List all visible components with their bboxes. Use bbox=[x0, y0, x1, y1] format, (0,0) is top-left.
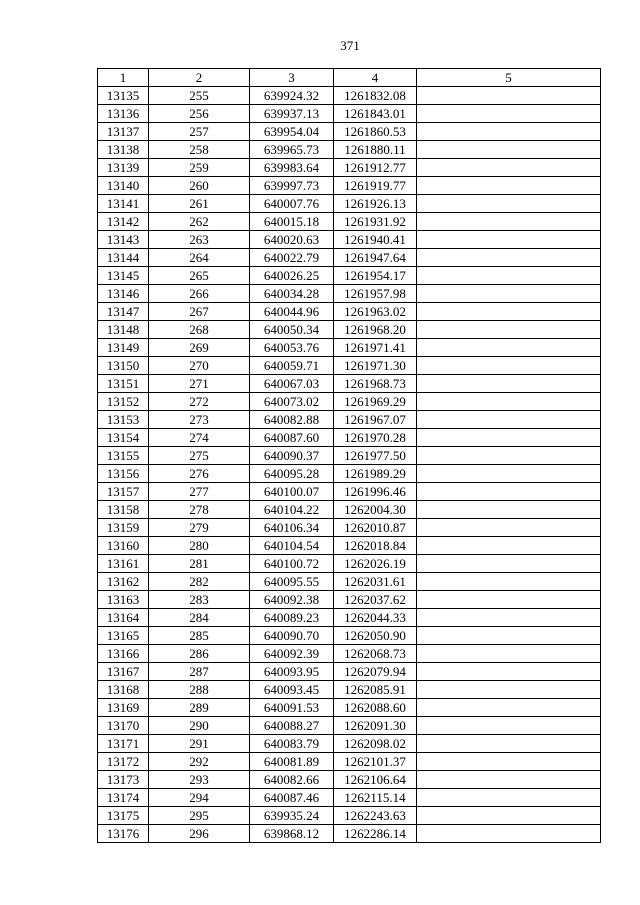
table-cell bbox=[417, 177, 601, 195]
table-cell: 290 bbox=[149, 717, 250, 735]
table-cell bbox=[417, 303, 601, 321]
table-cell: 1262088.60 bbox=[334, 699, 417, 717]
table-cell: 1261969.29 bbox=[334, 393, 417, 411]
table-cell: 1262085.91 bbox=[334, 681, 417, 699]
table-cell: 1261971.41 bbox=[334, 339, 417, 357]
table-cell: 287 bbox=[149, 663, 250, 681]
table-cell bbox=[417, 123, 601, 141]
table-cell: 639937.13 bbox=[250, 105, 334, 123]
table-row bbox=[98, 645, 601, 663]
table-cell: 269 bbox=[149, 339, 250, 357]
table-row bbox=[98, 501, 601, 519]
table-cell: 13144 bbox=[98, 249, 149, 267]
table-cell: 13139 bbox=[98, 159, 149, 177]
table-cell: 640087.46 bbox=[250, 789, 334, 807]
table-cell bbox=[417, 267, 601, 285]
table-row bbox=[98, 393, 601, 411]
table-cell: 640091.53 bbox=[250, 699, 334, 717]
table-row bbox=[98, 213, 601, 231]
table-cell: 640082.88 bbox=[250, 411, 334, 429]
table-cell: 1261957.98 bbox=[334, 285, 417, 303]
column-header: 3 bbox=[250, 69, 334, 87]
table-cell: 277 bbox=[149, 483, 250, 501]
table-row bbox=[98, 807, 601, 825]
table-cell: 640082.66 bbox=[250, 771, 334, 789]
table-cell bbox=[417, 195, 601, 213]
table-row bbox=[98, 267, 601, 285]
table-cell: 640059.71 bbox=[250, 357, 334, 375]
table-row bbox=[98, 789, 601, 807]
table-cell: 13150 bbox=[98, 357, 149, 375]
table-cell: 640104.22 bbox=[250, 501, 334, 519]
table-cell bbox=[417, 141, 601, 159]
table-cell: 13136 bbox=[98, 105, 149, 123]
table-cell: 640090.37 bbox=[250, 447, 334, 465]
table-cell: 640089.23 bbox=[250, 609, 334, 627]
table-row bbox=[98, 573, 601, 591]
table-cell bbox=[417, 411, 601, 429]
table-cell: 640087.60 bbox=[250, 429, 334, 447]
table-body bbox=[98, 87, 601, 843]
table-cell: 1261967.07 bbox=[334, 411, 417, 429]
table-cell bbox=[417, 375, 601, 393]
table-cell: 257 bbox=[149, 123, 250, 141]
table-cell: 289 bbox=[149, 699, 250, 717]
table-cell: 13153 bbox=[98, 411, 149, 429]
table-cell: 1262091.30 bbox=[334, 717, 417, 735]
table-row bbox=[98, 663, 601, 681]
table-row bbox=[98, 339, 601, 357]
table-cell: 639924.32 bbox=[250, 87, 334, 105]
table-row bbox=[98, 735, 601, 753]
table-row bbox=[98, 87, 601, 105]
table-cell bbox=[417, 231, 601, 249]
table-cell: 1261860.53 bbox=[334, 123, 417, 141]
coordinates-table bbox=[97, 68, 601, 843]
table-cell: 640015.18 bbox=[250, 213, 334, 231]
table-row bbox=[98, 627, 601, 645]
table-cell: 265 bbox=[149, 267, 250, 285]
table-cell: 13138 bbox=[98, 141, 149, 159]
table-cell: 640090.70 bbox=[250, 627, 334, 645]
table-cell: 639954.04 bbox=[250, 123, 334, 141]
table-cell bbox=[417, 807, 601, 825]
table-cell: 13135 bbox=[98, 87, 149, 105]
table-cell: 13158 bbox=[98, 501, 149, 519]
table-cell: 1262044.33 bbox=[334, 609, 417, 627]
table-cell: 285 bbox=[149, 627, 250, 645]
table-cell: 13175 bbox=[98, 807, 149, 825]
table-cell: 259 bbox=[149, 159, 250, 177]
table-cell: 255 bbox=[149, 87, 250, 105]
table-cell: 639997.73 bbox=[250, 177, 334, 195]
table-cell: 1262098.02 bbox=[334, 735, 417, 753]
table-cell: 640100.72 bbox=[250, 555, 334, 573]
table-cell: 640020.63 bbox=[250, 231, 334, 249]
table-cell: 1262101.37 bbox=[334, 753, 417, 771]
table-cell: 1262037.62 bbox=[334, 591, 417, 609]
table-cell: 13145 bbox=[98, 267, 149, 285]
table-cell: 275 bbox=[149, 447, 250, 465]
table-row bbox=[98, 249, 601, 267]
table-cell: 13160 bbox=[98, 537, 149, 555]
table-cell: 1261912.77 bbox=[334, 159, 417, 177]
table-cell: 13165 bbox=[98, 627, 149, 645]
table-cell: 640083.79 bbox=[250, 735, 334, 753]
table-cell bbox=[417, 537, 601, 555]
table-row bbox=[98, 411, 601, 429]
table-cell: 640044.96 bbox=[250, 303, 334, 321]
table-cell: 282 bbox=[149, 573, 250, 591]
table-row bbox=[98, 555, 601, 573]
table-cell: 286 bbox=[149, 645, 250, 663]
table-cell: 13141 bbox=[98, 195, 149, 213]
table-cell: 13146 bbox=[98, 285, 149, 303]
table-cell: 271 bbox=[149, 375, 250, 393]
column-header: 4 bbox=[334, 69, 417, 87]
table-row bbox=[98, 321, 601, 339]
table-cell bbox=[417, 645, 601, 663]
table-cell: 267 bbox=[149, 303, 250, 321]
table-cell bbox=[417, 735, 601, 753]
table-cell bbox=[417, 465, 601, 483]
table-row bbox=[98, 609, 601, 627]
table-cell: 266 bbox=[149, 285, 250, 303]
table-cell bbox=[417, 753, 601, 771]
table-row bbox=[98, 519, 601, 537]
table-row bbox=[98, 303, 601, 321]
table-cell: 13151 bbox=[98, 375, 149, 393]
table-cell: 13142 bbox=[98, 213, 149, 231]
table-cell: 268 bbox=[149, 321, 250, 339]
table-cell: 294 bbox=[149, 789, 250, 807]
table-cell: 13176 bbox=[98, 825, 149, 843]
table-cell: 262 bbox=[149, 213, 250, 231]
table-cell: 13140 bbox=[98, 177, 149, 195]
table-row bbox=[98, 231, 601, 249]
table-cell: 288 bbox=[149, 681, 250, 699]
table-cell: 13173 bbox=[98, 771, 149, 789]
table-cell bbox=[417, 771, 601, 789]
table-cell: 640053.76 bbox=[250, 339, 334, 357]
table-cell: 281 bbox=[149, 555, 250, 573]
table-cell bbox=[417, 699, 601, 717]
table-cell bbox=[417, 357, 601, 375]
table-cell bbox=[417, 159, 601, 177]
table-cell: 13163 bbox=[98, 591, 149, 609]
column-header: 5 bbox=[417, 69, 601, 87]
table-cell: 273 bbox=[149, 411, 250, 429]
table-cell: 279 bbox=[149, 519, 250, 537]
table-cell bbox=[417, 789, 601, 807]
table-cell: 258 bbox=[149, 141, 250, 159]
table-cell: 1262286.14 bbox=[334, 825, 417, 843]
table-cell: 640092.39 bbox=[250, 645, 334, 663]
table-row bbox=[98, 699, 601, 717]
page-number: 371 bbox=[340, 38, 360, 53]
table-cell: 260 bbox=[149, 177, 250, 195]
table-cell bbox=[417, 105, 601, 123]
table-cell: 13137 bbox=[98, 123, 149, 141]
table-row bbox=[98, 771, 601, 789]
table-cell: 1262068.73 bbox=[334, 645, 417, 663]
table-cell: 296 bbox=[149, 825, 250, 843]
table-cell bbox=[417, 825, 601, 843]
table-cell: 640106.34 bbox=[250, 519, 334, 537]
table-cell bbox=[417, 321, 601, 339]
table-cell: 640073.02 bbox=[250, 393, 334, 411]
table-cell: 283 bbox=[149, 591, 250, 609]
table-header-row bbox=[98, 69, 601, 87]
table-cell: 1262026.19 bbox=[334, 555, 417, 573]
table-cell bbox=[417, 393, 601, 411]
table-cell: 13171 bbox=[98, 735, 149, 753]
table-cell: 13170 bbox=[98, 717, 149, 735]
table-cell: 640095.28 bbox=[250, 465, 334, 483]
table-cell: 1261931.92 bbox=[334, 213, 417, 231]
table-cell: 274 bbox=[149, 429, 250, 447]
table-cell bbox=[417, 573, 601, 591]
table-cell: 1262079.94 bbox=[334, 663, 417, 681]
table-cell: 640050.34 bbox=[250, 321, 334, 339]
table-cell: 1261977.50 bbox=[334, 447, 417, 465]
table-cell: 640104.54 bbox=[250, 537, 334, 555]
table-cell bbox=[417, 285, 601, 303]
table-cell: 640022.79 bbox=[250, 249, 334, 267]
table-cell bbox=[417, 87, 601, 105]
table-cell: 272 bbox=[149, 393, 250, 411]
table-cell: 13159 bbox=[98, 519, 149, 537]
table-cell: 640088.27 bbox=[250, 717, 334, 735]
table-row bbox=[98, 375, 601, 393]
table-cell: 278 bbox=[149, 501, 250, 519]
table-row bbox=[98, 483, 601, 501]
table-cell: 1261970.28 bbox=[334, 429, 417, 447]
table-row bbox=[98, 285, 601, 303]
table-cell: 1261919.77 bbox=[334, 177, 417, 195]
table-cell bbox=[417, 519, 601, 537]
table-row bbox=[98, 159, 601, 177]
table-cell: 1262004.30 bbox=[334, 501, 417, 519]
table-row bbox=[98, 357, 601, 375]
table-cell: 1261843.01 bbox=[334, 105, 417, 123]
table-cell: 1261832.08 bbox=[334, 87, 417, 105]
table-cell: 1261996.46 bbox=[334, 483, 417, 501]
table-cell: 292 bbox=[149, 753, 250, 771]
table-cell: 640081.89 bbox=[250, 753, 334, 771]
table-cell bbox=[417, 627, 601, 645]
table-cell bbox=[417, 609, 601, 627]
table-cell: 291 bbox=[149, 735, 250, 753]
table-cell: 13155 bbox=[98, 447, 149, 465]
table-cell bbox=[417, 717, 601, 735]
table-cell: 13166 bbox=[98, 645, 149, 663]
table-cell: 639965.73 bbox=[250, 141, 334, 159]
table-cell: 1261963.02 bbox=[334, 303, 417, 321]
table-cell: 270 bbox=[149, 357, 250, 375]
table-cell bbox=[417, 429, 601, 447]
table-row bbox=[98, 105, 601, 123]
table-cell: 261 bbox=[149, 195, 250, 213]
table-cell bbox=[417, 213, 601, 231]
table-cell bbox=[417, 249, 601, 267]
table-cell: 1261947.64 bbox=[334, 249, 417, 267]
table-row bbox=[98, 717, 601, 735]
table-row bbox=[98, 447, 601, 465]
table-cell: 639868.12 bbox=[250, 825, 334, 843]
table-cell: 1262106.64 bbox=[334, 771, 417, 789]
table-cell: 1261971.30 bbox=[334, 357, 417, 375]
table-cell: 13162 bbox=[98, 573, 149, 591]
table-cell bbox=[417, 555, 601, 573]
table-cell bbox=[417, 447, 601, 465]
table-cell: 13161 bbox=[98, 555, 149, 573]
table-cell: 639935.24 bbox=[250, 807, 334, 825]
table-cell: 280 bbox=[149, 537, 250, 555]
table-cell bbox=[417, 483, 601, 501]
table-cell: 640092.38 bbox=[250, 591, 334, 609]
table-cell: 295 bbox=[149, 807, 250, 825]
table-row bbox=[98, 591, 601, 609]
table-cell: 640095.55 bbox=[250, 573, 334, 591]
table-cell: 1262243.63 bbox=[334, 807, 417, 825]
table-cell: 256 bbox=[149, 105, 250, 123]
table-cell bbox=[417, 591, 601, 609]
table-cell: 1262115.14 bbox=[334, 789, 417, 807]
table-row bbox=[98, 195, 601, 213]
table-cell: 1261926.13 bbox=[334, 195, 417, 213]
table-cell: 13154 bbox=[98, 429, 149, 447]
table-cell: 13164 bbox=[98, 609, 149, 627]
table-cell: 640100.07 bbox=[250, 483, 334, 501]
table-cell: 13156 bbox=[98, 465, 149, 483]
table-cell: 1262031.61 bbox=[334, 573, 417, 591]
table-cell: 13149 bbox=[98, 339, 149, 357]
table-cell: 13169 bbox=[98, 699, 149, 717]
table-cell: 13174 bbox=[98, 789, 149, 807]
table-cell: 1262010.87 bbox=[334, 519, 417, 537]
table-cell: 1261880.11 bbox=[334, 141, 417, 159]
table-cell bbox=[417, 681, 601, 699]
table-cell: 640093.45 bbox=[250, 681, 334, 699]
table-cell: 13168 bbox=[98, 681, 149, 699]
table-cell: 1261954.17 bbox=[334, 267, 417, 285]
table-cell: 640093.95 bbox=[250, 663, 334, 681]
table-row bbox=[98, 123, 601, 141]
table-cell: 640034.28 bbox=[250, 285, 334, 303]
table-row bbox=[98, 465, 601, 483]
table-cell bbox=[417, 663, 601, 681]
table-cell: 284 bbox=[149, 609, 250, 627]
table-cell: 293 bbox=[149, 771, 250, 789]
table-row bbox=[98, 681, 601, 699]
table-row bbox=[98, 825, 601, 843]
table-cell: 13148 bbox=[98, 321, 149, 339]
table-row bbox=[98, 429, 601, 447]
table-cell: 1262050.90 bbox=[334, 627, 417, 645]
table-cell: 1261989.29 bbox=[334, 465, 417, 483]
table-row bbox=[98, 141, 601, 159]
table-cell: 13157 bbox=[98, 483, 149, 501]
table-cell: 13143 bbox=[98, 231, 149, 249]
table-cell: 640026.25 bbox=[250, 267, 334, 285]
table-cell: 13152 bbox=[98, 393, 149, 411]
column-header: 1 bbox=[98, 69, 149, 87]
table-cell: 263 bbox=[149, 231, 250, 249]
table-row bbox=[98, 537, 601, 555]
table-cell: 1261968.73 bbox=[334, 375, 417, 393]
table-row bbox=[98, 753, 601, 771]
table-cell: 13167 bbox=[98, 663, 149, 681]
table-cell: 1261968.20 bbox=[334, 321, 417, 339]
table-cell: 639983.64 bbox=[250, 159, 334, 177]
table-row bbox=[98, 177, 601, 195]
table-cell: 276 bbox=[149, 465, 250, 483]
table-cell: 640007.76 bbox=[250, 195, 334, 213]
table-cell bbox=[417, 501, 601, 519]
table-cell: 640067.03 bbox=[250, 375, 334, 393]
table-cell bbox=[417, 339, 601, 357]
table-cell: 264 bbox=[149, 249, 250, 267]
table-cell: 1261940.41 bbox=[334, 231, 417, 249]
table-cell: 1262018.84 bbox=[334, 537, 417, 555]
table-cell: 13147 bbox=[98, 303, 149, 321]
table-cell: 13172 bbox=[98, 753, 149, 771]
column-header: 2 bbox=[149, 69, 250, 87]
